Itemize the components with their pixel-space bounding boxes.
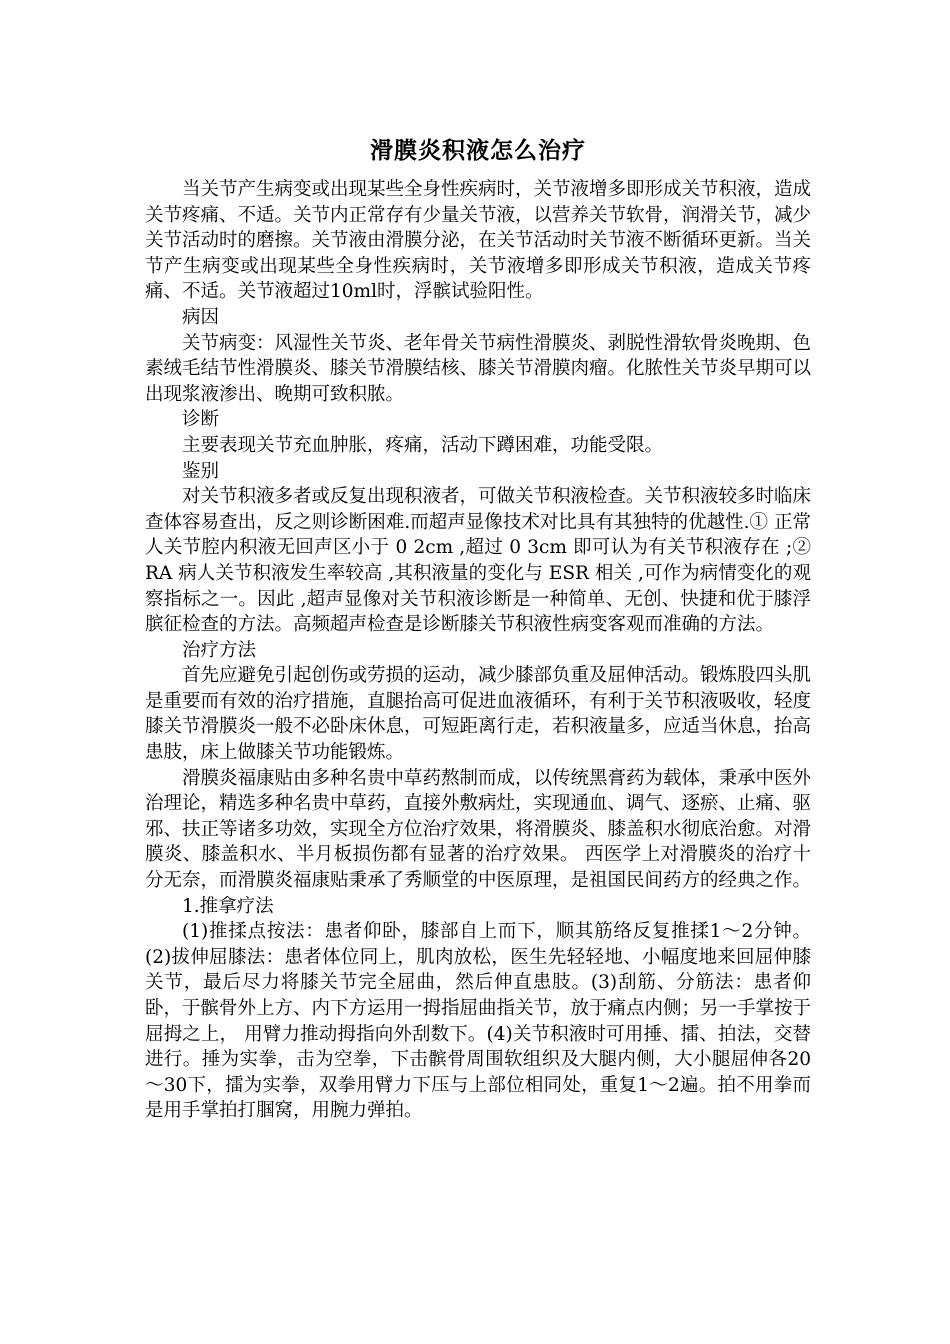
heading-treatment: 治疗方法 — [182, 639, 257, 661]
paragraph-treatment: 首先应避免引起创伤或劳损的运动，减少膝部负重及屈伸活动。锻炼股四头肌是重要而有效的治疗措施，直腿抬高可促进血液循环，有利于关节积液吸收，轻度膝关节滑膜炎一般不必卧床休息，可短距离行走，若积液量多，应适当休息，抬高患肢，床上做膝关节功能锻炼。 — [145, 665, 812, 764]
paragraph-massage: (1)推揉点按法：患者仰卧，膝部自上而下，顺其筋络反复推揉1～2分钟。(2)拔伸屈膝法：患者体位同上，肌肉放松，医生先轻轻地、小幅度地来回屈伸膝关节，最后尽力将膝关节完全屈曲，然后伸直患肢。(3)刮筋、分筋法：患者仰卧，于髌骨外上方、内下方运用一拇指屈曲指关节，放于痛点内侧；另一手掌按于屈拇之上， 用臂力推动拇指向外刮数下。(4)关节积液时可用捶、擂、拍法，交替进行。捶为实拳，击为空拳，下击髌骨周围软组织及大腿内侧，大小腿屈伸各20～30下，擂为实拳，双拳用臂力下压与上部位相同处，重复1～2遍。拍不用拳而是用手掌拍打腘窝，用腕力弹拍。 — [145, 921, 812, 1122]
heading-differential: 鉴别 — [182, 460, 220, 482]
paragraph-diagnosis: 主要表现关节充血肿胀，疼痛，活动下蹲困难，功能受限。 — [182, 434, 664, 456]
paragraph-plaster: 滑膜炎福康贴由多种名贵中草药熬制而成，以传统黑膏药为载体，秉承中医外治理论，精选多种名贵中草药，直接外敷病灶，实现通血、调气、逐瘀、止痛、驱邪、扶正等诸多功效，实现全方位治疗效果，将滑膜炎、膝盖积水彻底治愈。对滑膜炎、膝盖积水、半月板损伤都有显著的治疗效果。 西医学上对滑膜炎的治疗十分无奈，而滑膜炎福康贴秉承了秀顺堂的中医原理，是祖国民间药方的经典之作。 — [145, 767, 812, 892]
document-page — [145, 134, 811, 1124]
paragraph-intro: 当关节产生病变或出现某些全身性疾病时，关节液增多即形成关节积液，造成关节疼痛、不适。关节内正常存有少量关节液，以营养关节软骨，润滑关节，减少关节活动时的磨擦。关节液由滑膜分泌，在关节活动时关节液不断循环更新。当关节产生病变或出现某些全身性疾病时，关节液增多即形成关节积液，造成关节疼痛、不适。关节液超过10ml时，浮髌试验阳性。 — [145, 179, 812, 303]
heading-diagnosis: 诊断 — [182, 409, 220, 431]
paragraph-cause: 关节病变：风湿性关节炎、老年骨关节病性滑膜炎、剥脱性滑软骨炎晚期、色素绒毛结节性滑膜炎、膝关节滑膜结核、膝关节滑膜肉瘤。化脓性关节炎早期可以出现浆液渗出、晚期可致积脓。 — [145, 332, 812, 405]
heading-cause: 病因 — [182, 306, 220, 328]
document-title: 滑膜炎积液怎么治疗 — [370, 137, 586, 164]
paragraph-differential: 对关节积液多者或反复出现积液者，可做关节积液检查。关节积液较多时临床查体容易查出，反之则诊断困难.而超声显像技术对比具有其独特的优越性.① 正常人关节腔内积液无回声区小于 0 2cm ,超过 0 3cm 即可认为有关节积液存在 ;②RA 病人关节积液发生率较高 ,其积液量的变化与 ESR 相关 ,可作为病情变化的观察指标之一。因此 ,超声显像对关节积液诊断是一种简单、无创、快捷和优于膝浮膑征检查的方法。高频超声检查是诊断膝关节积液性病变客观而准确的方法。 — [145, 486, 812, 636]
heading-massage: 1.推拿疗法 — [182, 895, 274, 917]
